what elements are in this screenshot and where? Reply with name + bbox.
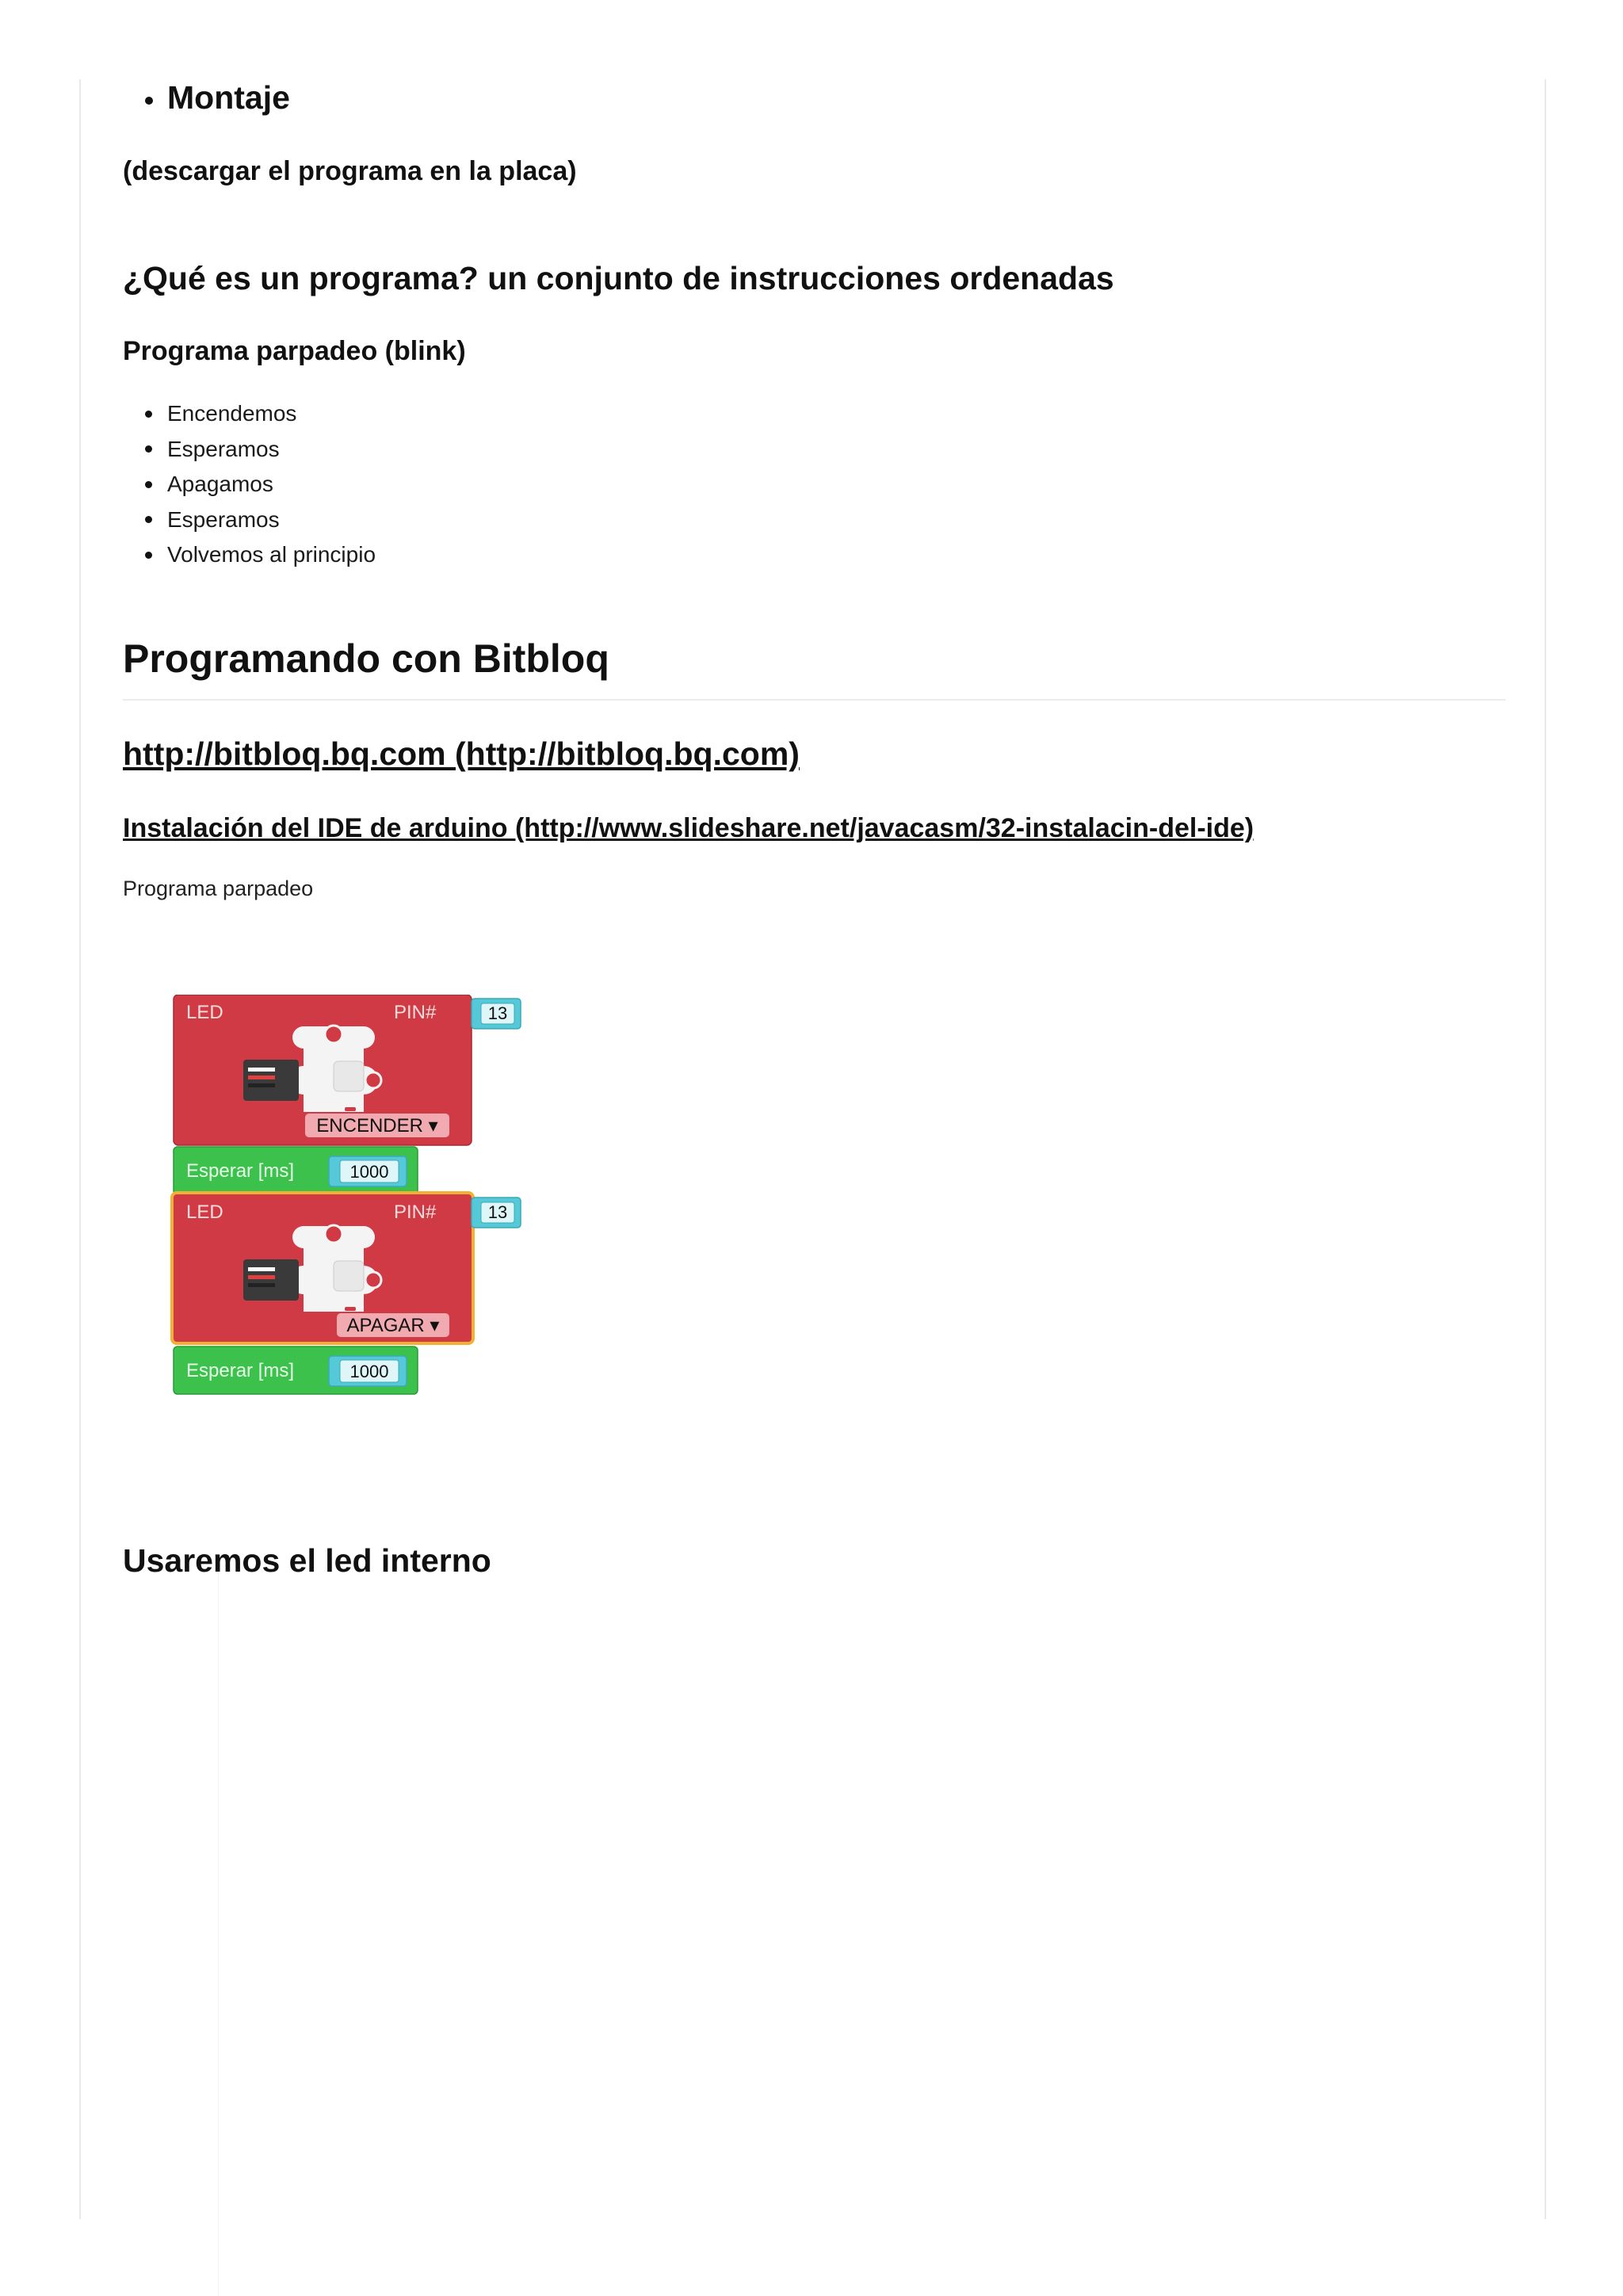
bitbloq-blocks-image	[170, 995, 551, 1423]
usaremos-led-heading: Usaremos el led interno	[123, 1542, 491, 1579]
programa-parpadeo-text: Programa parpadeo	[123, 877, 314, 900]
que-es-programa-heading: ¿Qué es un programa? un conjunto de instrucciones ordenadas	[123, 260, 1114, 296]
led-block-1	[174, 995, 521, 1145]
list-item: Esperamos	[145, 432, 376, 468]
led-block-2	[172, 1193, 521, 1343]
led-block-title: LED	[186, 1201, 223, 1223]
led-block-pin-label: PIN#	[394, 1002, 437, 1023]
bullet-dot	[145, 516, 152, 523]
steps-list	[145, 396, 376, 573]
faint-divider	[218, 1553, 219, 2296]
list-item: Encendemos	[145, 396, 376, 432]
arduino-ide-link[interactable]: Instalación del IDE de arduino (http://www.slideshare.net/javacasm/32-instalacin-del-ide)	[123, 813, 1254, 843]
page-right-border	[1545, 79, 1546, 2219]
svg-text:1000: 1000	[349, 1362, 389, 1381]
led-action-dropdown-2[interactable]: APAGAR ▾	[346, 1315, 440, 1336]
wait-label: Esperar [ms]	[186, 1160, 295, 1182]
list-item: Esperamos	[145, 502, 376, 538]
bullet-dot	[145, 552, 152, 559]
list-item: Volvemos al principio	[145, 537, 376, 573]
bullet-dot	[145, 411, 152, 418]
led-block-pin-label: PIN#	[394, 1201, 437, 1223]
svg-text:13: 13	[487, 1202, 508, 1222]
svg-text:13: 13	[487, 1003, 508, 1023]
programando-heading: Programando con Bitbloq	[123, 636, 609, 681]
montaje-heading: Montaje	[167, 79, 290, 116]
wait-block-1	[174, 1147, 418, 1194]
led-action-dropdown-1[interactable]: ENCENDER ▾	[316, 1115, 438, 1137]
heading-rule	[123, 699, 1506, 701]
led-block-title: LED	[186, 1002, 223, 1023]
bullet-dot	[145, 481, 152, 488]
bitbloq-link[interactable]: http://bitbloq.bq.com (http://bitbloq.bq.com)	[123, 735, 800, 772]
svg-text:1000: 1000	[349, 1162, 389, 1182]
wait-label: Esperar [ms]	[186, 1360, 295, 1381]
wait-block-2	[174, 1347, 418, 1394]
descargar-heading: (descargar el programa en la placa)	[123, 156, 577, 186]
programa-blink-heading: Programa parpadeo (blink)	[123, 336, 466, 366]
montaje-bullet	[145, 79, 290, 117]
list-item: Apagamos	[145, 467, 376, 502]
page-left-border	[79, 79, 81, 2219]
bullet-dot	[145, 445, 152, 453]
bullet-dot	[145, 97, 153, 105]
